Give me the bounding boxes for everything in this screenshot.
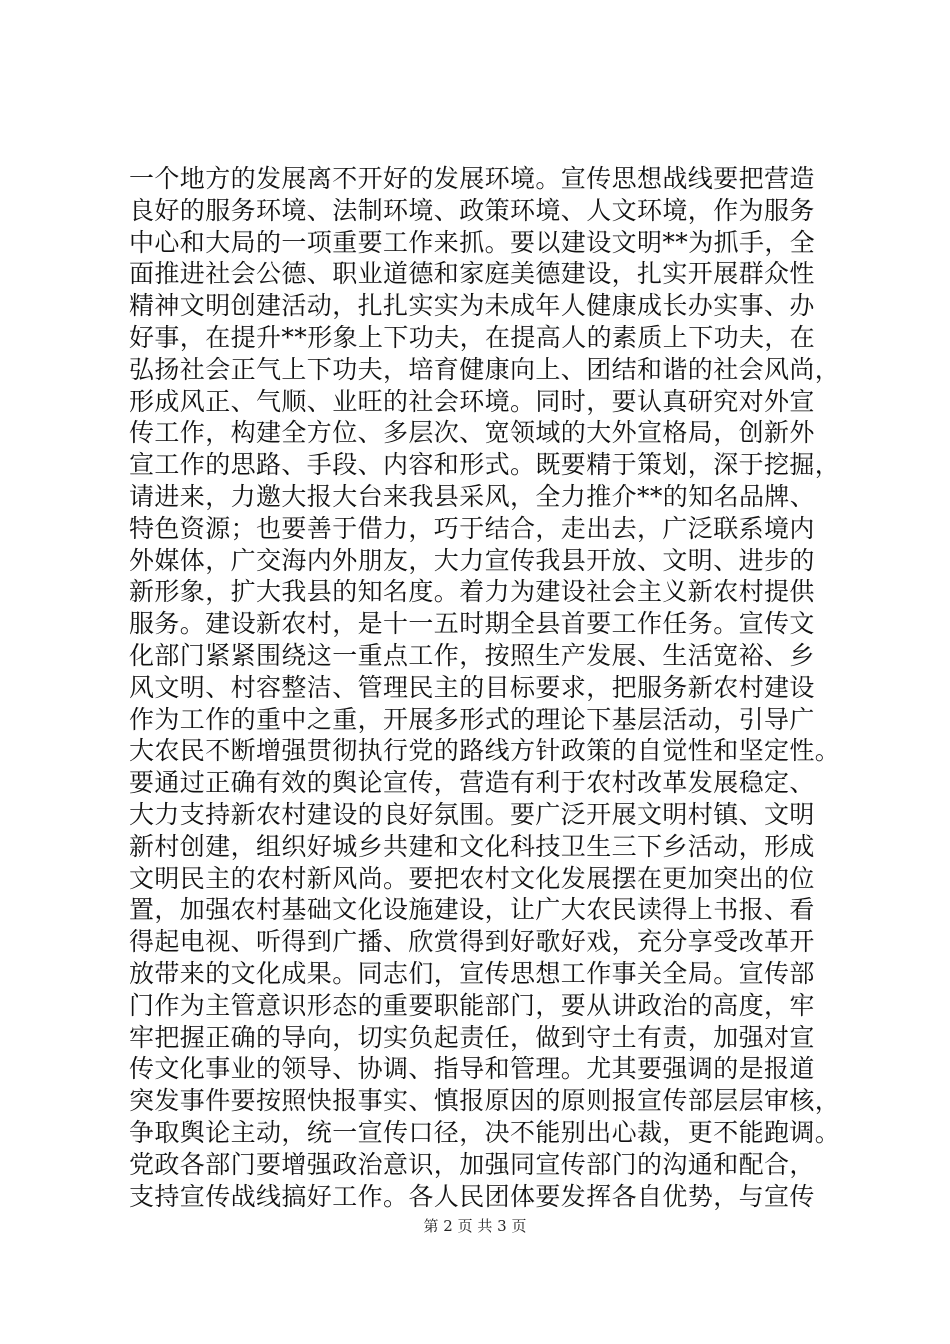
text-line: 得起电视、听得到广播、欣赏得到好歌好戏，充分享受改革开 [129, 927, 815, 957]
text-line: 置，加强农村基础文化设施建设，让广大农民读得上书报、看 [129, 895, 815, 925]
text-line: 精神文明创建活动，扎扎实实为未成年人健康成长办实事、办 [129, 291, 815, 321]
text-line: 面推进社会公德、职业道德和家庭美德建设，扎实开展群众性 [129, 259, 815, 289]
text-line: 风文明、村容整洁、管理民主的目标要求，把服务新农村建设 [129, 672, 815, 702]
text-line: 一个地方的发展离不开好的发展环境。宣传思想战线要把营造 [129, 164, 815, 193]
text-line: 中心和大局的一项重要工作来抓。要以建设文明**为抓手，全 [129, 227, 816, 257]
text-line: 支持宣传战线搞好工作。各人民团体要发挥各自优势，与宣传 [129, 1181, 815, 1211]
text-line: 大力支持新农村建设的良好氛围。要广泛开展文明村镇、文明 [129, 799, 815, 829]
text-line: 放带来的文化成果。同志们，宣传思想工作事关全局。宣传部 [129, 958, 815, 988]
text-line: 新村创建，组织好城乡共建和文化科技卫生三下乡活动，形成 [129, 831, 815, 861]
text-line: 大农民不断增强贯彻执行党的路线方针政策的自觉性和坚定性。 [129, 736, 841, 766]
text-line: 传工作，构建全方位、多层次、宽领域的大外宣格局，创新外 [129, 418, 815, 448]
text-line: 党政各部门要增强政治意识，加强同宣传部门的沟通和配合， [129, 1149, 815, 1179]
text-line: 化部门紧紧围绕这一重点工作，按照生产发展、生活宽裕、乡 [129, 640, 815, 670]
body-text [129, 163, 841, 1212]
text-line: 争取舆论主动，统一宣传口径，决不能别出心裁，更不能跑调。 [129, 1117, 841, 1147]
text-line: 良好的服务环境、法制环境、政策环境、人文环境，作为服务 [129, 195, 815, 225]
text-line: 请进来，力邀大报大台来我县采风，全力推介**的知名品牌、 [129, 481, 816, 511]
page-footer: 第 2 页 共 3 页 [423, 1217, 527, 1235]
text-line: 门作为主管意识形态的重要职能部门，要从讲政治的高度，牢 [129, 990, 815, 1020]
text-line: 新形象，扩大我县的知名度。着力为建设社会主义新农村提供 [129, 577, 815, 607]
text-line: 形成风正、气顺、业旺的社会环境。同时，要认真研究对外宣 [129, 386, 815, 416]
text-line: 外媒体，广交海内外朋友，大力宣传我县开放、文明、进步的 [129, 545, 815, 575]
text-line: 牢把握正确的导向，切实负起责任，做到守土有责，加强对宣 [129, 1022, 815, 1052]
text-line: 要通过正确有效的舆论宣传，营造有利于农村改革发展稳定、 [129, 768, 815, 798]
text-line: 文明民主的农村新风尚。要把农村文化发展摆在更加突出的位 [129, 863, 815, 893]
text-line: 好事，在提升**形象上下功夫，在提高人的素质上下功夫，在 [129, 322, 816, 352]
text-line: 特色资源；也要善于借力，巧于结合，走出去，广泛联系境内 [129, 513, 815, 543]
text-line: 服务。建设新农村，是十一五时期全县首要工作任务。宣传文 [129, 609, 815, 639]
text-line: 弘扬社会正气上下功夫，培育健康向上、团结和谐的社会风尚， [129, 354, 841, 384]
text-line: 突发事件要按照快报事实、慎报原因的原则报宣传部层层审核， [129, 1086, 841, 1116]
text-line: 传文化事业的领导、协调、指导和管理。尤其要强调的是报道 [129, 1054, 815, 1084]
text-line: 作为工作的重中之重，开展多形式的理论下基层活动，引导广 [129, 704, 815, 734]
text-line: 宣工作的思路、手段、内容和形式。既要精于策划，深于挖掘， [129, 450, 841, 480]
